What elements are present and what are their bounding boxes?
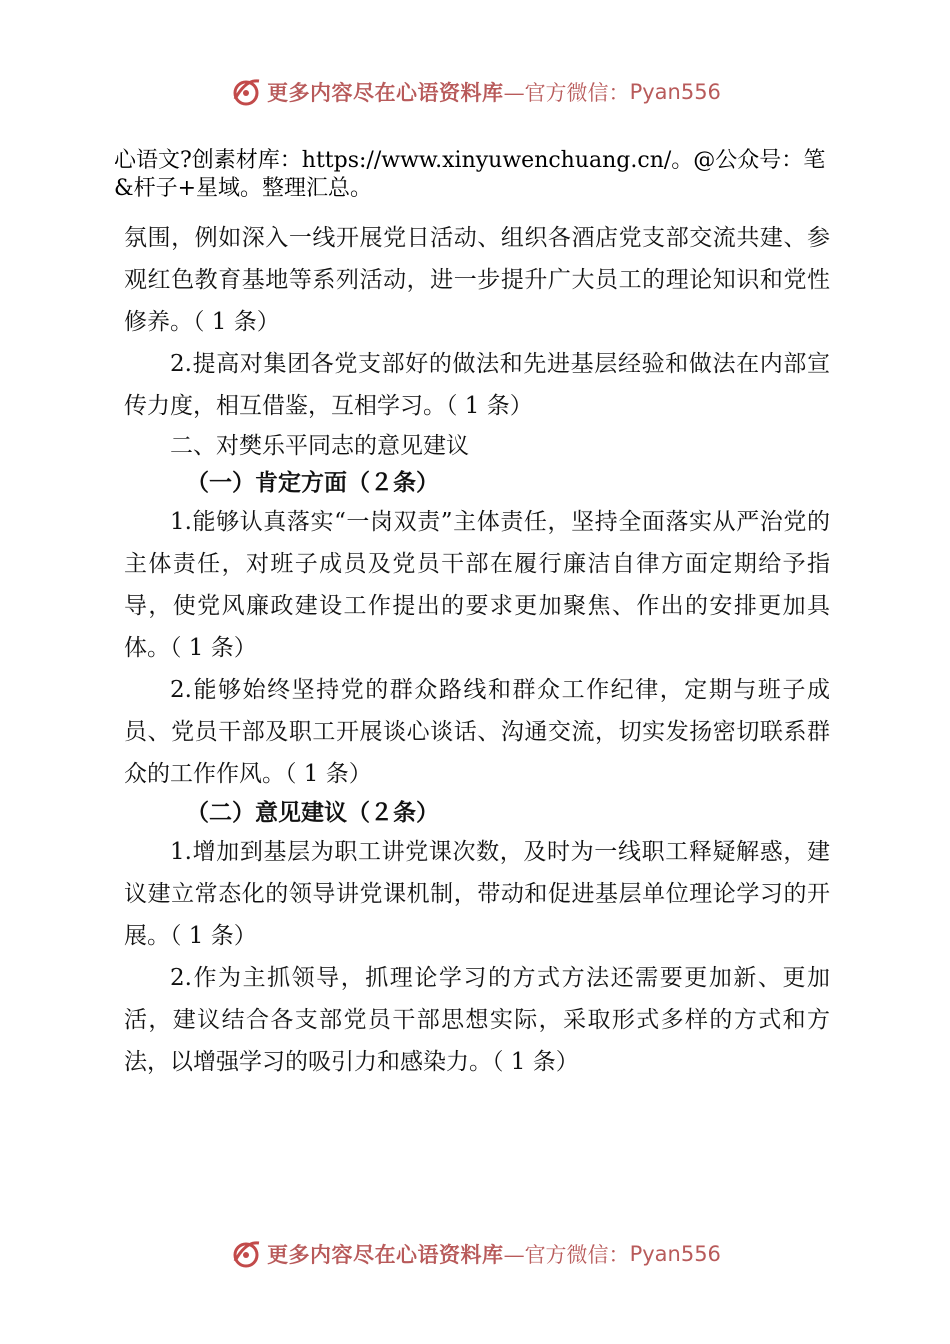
paragraph: 1.能够认真落实“一岗双责”主体责任，坚持全面落实从严治党的主体责任，对班子成员及党员干部在履行廉洁自律方面定期给予指导，使党风廉政建设工作提出的要求更加聚焦、作出的安排更加具体。（ 1 条） [124,509,830,661]
paragraph: 2.提高对集团各党支部好的做法和先进基层经验和做法在内部宣传力度，相互借鉴，互相学习。（ 1 条） [124,351,830,419]
source-note: 心语文?创素材库：https://www.xinyuwenchuang.cn/。@公众号：笔&杆子+星域。整理汇总。 [114,148,826,201]
banner-text: 更多内容尽在心语资料库 [267,80,504,105]
brand-logo-icon [229,75,263,109]
paragraph: 2.作为主抓领导，抓理论学习的方式方法还需要更加新、更加活，建议结合各支部党员干部思想实际，采取形式多样的方式和方法，以增强学习的吸引力和感染力。（ 1 条） [124,965,830,1075]
section-heading: 二、对樊乐平同志的意见建议 [170,433,469,459]
paragraph: 2.能够始终坚持党的群众路线和群众工作纪律，定期与班子成员、党员干部及职工开展谈心谈话、沟通交流，切实发扬密切联系群众的工作作风。（ 1 条） [124,677,830,787]
banner-wechat-id: Pyan556 [629,80,721,104]
subsection-heading: （一）肯定方面（２条） [186,470,439,496]
paragraph: 氛围，例如深入一线开展党日活动、组织各酒店党支部交流共建、参观红色教育基地等系列活动，进一步提升广大员工的理论知识和党性修养。（ 1 条） [124,225,830,335]
banner-suffix: —官方微信： [503,1243,630,1267]
brand-logo-icon [229,1237,263,1271]
document-body [124,217,830,1083]
banner-wechat-id: Pyan556 [629,1242,721,1266]
paragraph: 1.增加到基层为职工讲党课次数，及时为一线职工释疑解惑，建议建立常态化的领导讲党课机制，带动和促进基层单位理论学习的开展。（ 1 条） [124,839,830,949]
banner-text: 更多内容尽在心语资料库 [267,1242,504,1267]
footer-banner [0,1234,950,1274]
subsection-heading: （二）意见建议（２条） [186,800,439,826]
header-banner [0,72,950,112]
banner-suffix: —官方微信： [503,81,630,105]
